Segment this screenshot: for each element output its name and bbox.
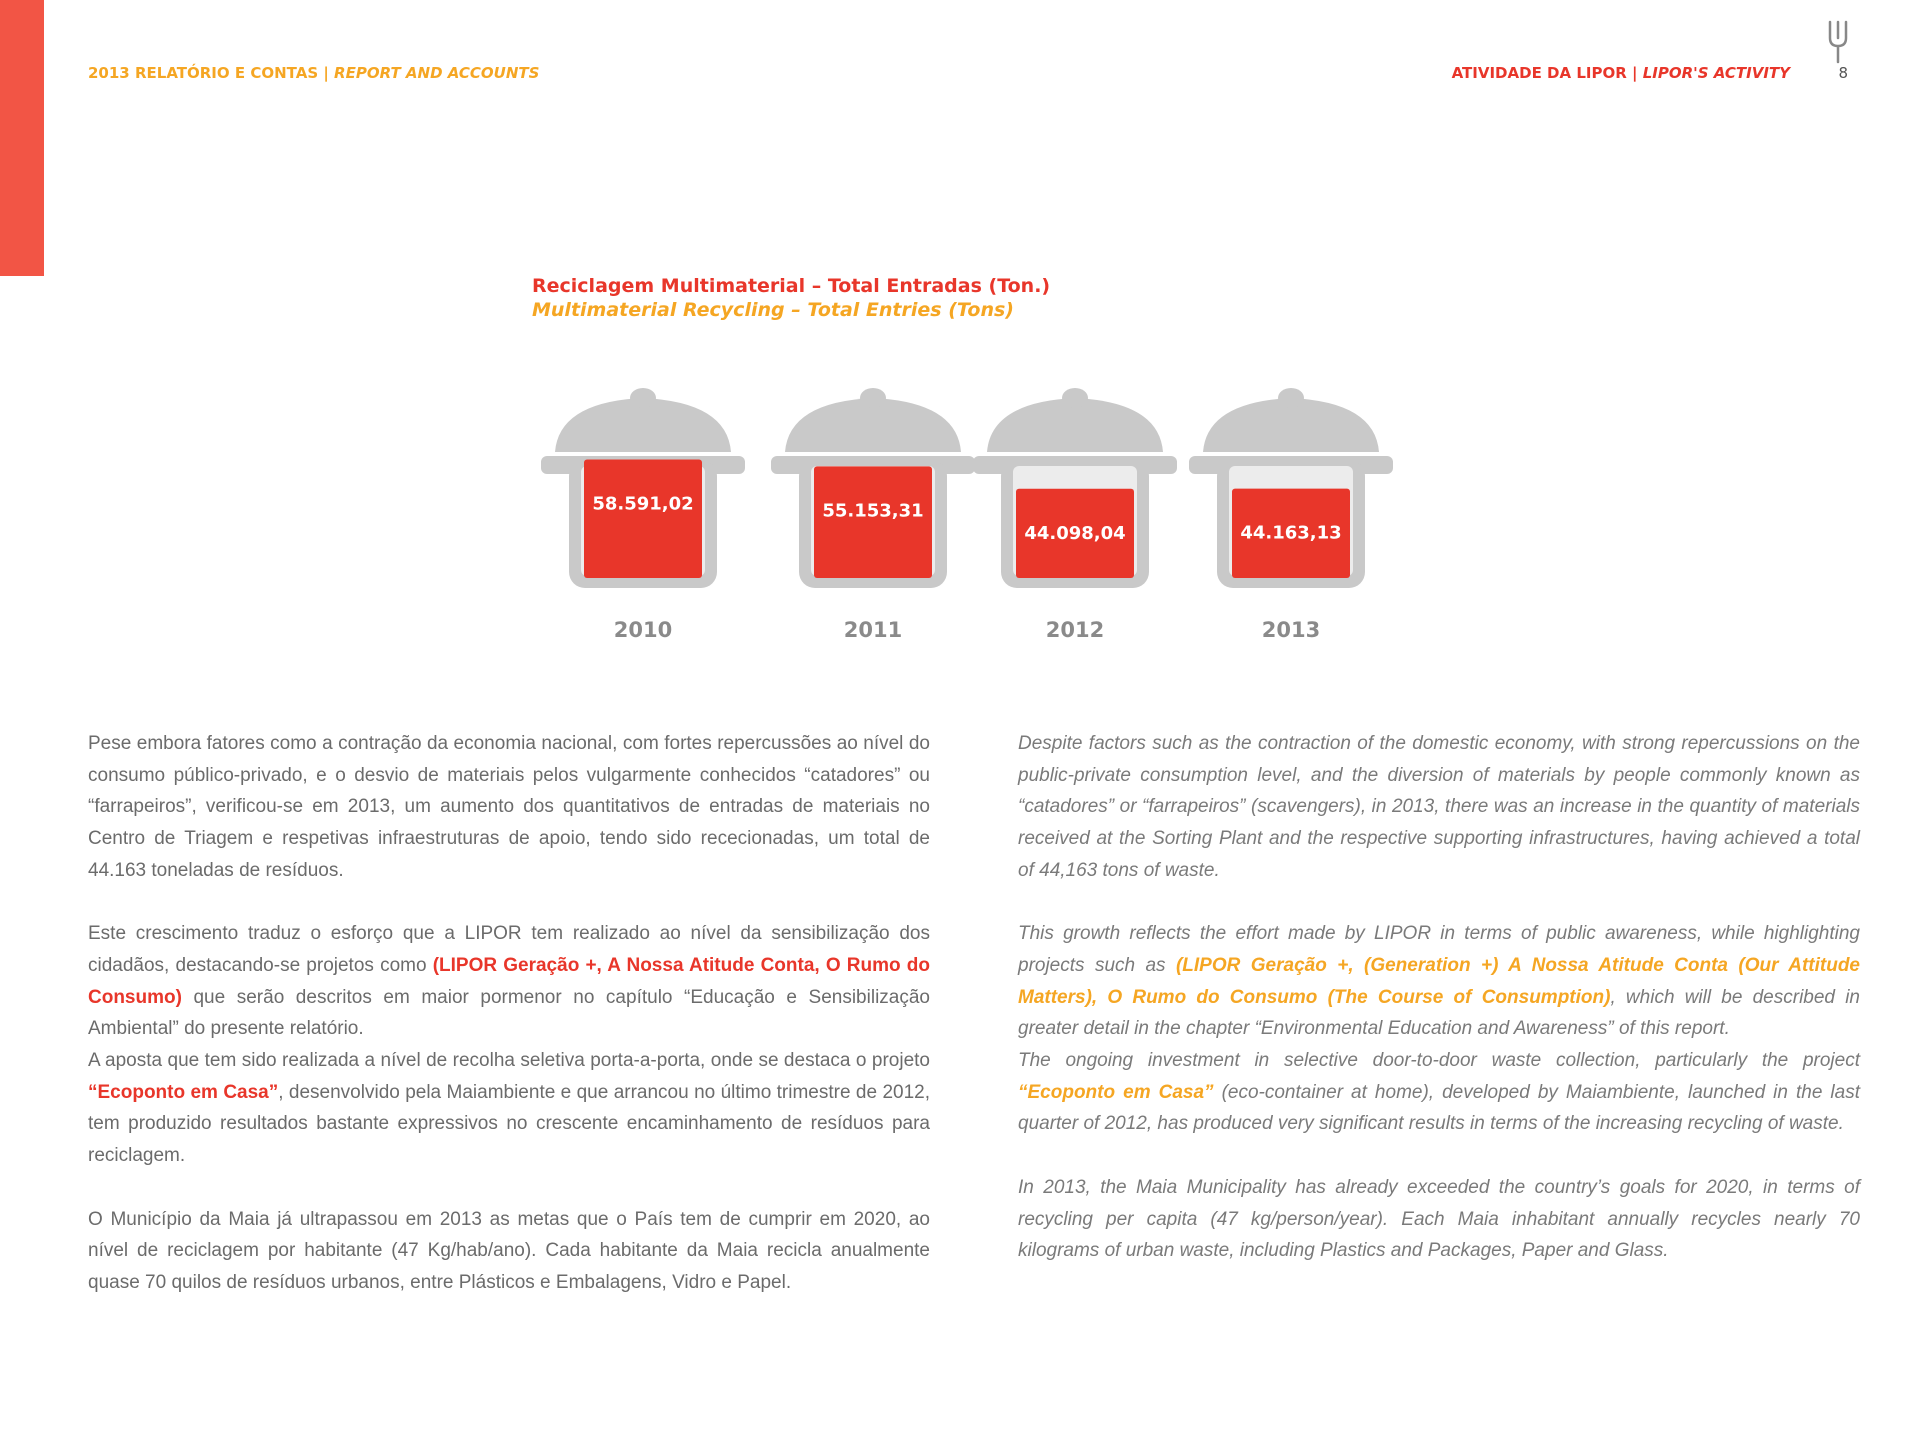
paragraph: O Município da Maia já ultrapassou em 2013 as metas que o País tem de cumprir em 2020, ao nível de reciclagem por habitante (47 Kg/hab/ano). Cada habitante da Maia recicla anualmente quase 70 quilos de resíduos urbanos, entre Plásticos e Embalagens, Vidro e Papel. xyxy=(88,1208,930,1293)
paragraph: The ongoing investment in selective door-to-door waste collection, particularly the project “Ecoponto em Casa” (eco-container at home), developed by Maiambiente, launched in the last quarter of 2012, has produced very significant results in terms of the increasing recycling of waste. xyxy=(1018,1050,1860,1135)
text-column-english xyxy=(1018,728,1860,1267)
paragraph: A aposta que tem sido realizada a nível de recolha seletiva porta-a-porta, onde se destaca o projeto “Ecoponto em Casa”, desenvolvido pela Maiambiente e que arrancou no último trimestre de 2012, tem produzido resultados bastante expressivos no crescente encaminhamento de resíduos para reciclagem. xyxy=(88,1050,930,1167)
paragraph: In 2013, the Maia Municipality has already exceeded the country’s goals for 2020, in terms of recycling per capita (47 kg/person/year). Each Maia inhabitant annually recycles nearly 70 kilograms of urban waste, including Plastics and Packages, Paper and Glass. xyxy=(1018,1176,1860,1262)
text-column-portuguese xyxy=(88,728,930,1299)
paragraph: Este crescimento traduz o esforço que a LIPOR tem realizado ao nível da sensibilização dos cidadãos, destacando-se projetos como (LIPOR Geração +, A Nossa Atitude Conta, O Rumo do Consumo) que serão descritos em maior pormenor no capítulo “Educação e Sensibilização Ambiental” do presente relatório. xyxy=(88,923,930,1040)
header-section-title: ATIVIDADE DA LIPOR | LIPOR'S ACTIVITY xyxy=(1451,64,1790,82)
pot-lid-knob xyxy=(630,388,656,408)
paragraph: This growth reflects the effort made by LIPOR in terms of public awareness, while highlighting projects such as (LIPOR Geração +, (Generation +) A Nossa Atitude Conta (Our Attitude Matters), O Rumo do Consumo (The Course of Consumption), which will be described in greater detail in the chapter “Environmental Education and Awareness” of this report. xyxy=(1018,923,1860,1040)
pot-lid-knob xyxy=(1062,388,1088,408)
chart-subtitle: Multimaterial Recycling – Total Entries (Tons) xyxy=(532,299,1014,321)
page-number: 8 xyxy=(1838,64,1848,82)
chart-title: Reciclagem Multimaterial – Total Entradas (Ton.) xyxy=(532,275,1051,297)
tick-label: 2013 xyxy=(1261,618,1321,642)
tick-label: 2012 xyxy=(1045,618,1105,642)
tick-label: 2011 xyxy=(843,618,903,642)
data-label: 55.153,31 xyxy=(822,500,924,522)
pot-lid-knob xyxy=(860,388,886,408)
bar-2010 xyxy=(584,459,702,578)
paragraph: Despite factors such as the contraction of the domestic economy, with strong repercussions on the public-private consumption level, and the diversion of materials by people commonly known as “catadores” or “farrapeiros” (scavengers), in 2013, there was an increase in the quantity of materials received at the Sorting Plant and the respective supporting infrastructures, having achieved a total of 44,163 tons of waste. xyxy=(1018,733,1860,881)
data-label: 58.591,02 xyxy=(592,493,694,515)
data-label: 44.098,04 xyxy=(1024,522,1126,544)
header-report-title: 2013 RELATÓRIO E CONTAS | REPORT AND ACCOUNTS xyxy=(88,64,540,82)
pot-chart xyxy=(0,0,1920,700)
bar-2011 xyxy=(814,466,932,578)
data-label: 44.163,13 xyxy=(1240,522,1342,544)
paragraph: Pese embora fatores como a contração da economia nacional, com fortes repercussões ao nível do consumo público-privado, e o desvio de materiais pelos vulgarmente conhecidos “catadores” ou “farrapeiros”, verificou-se em 2013, um aumento dos quantitativos de entradas de materiais no Centro de Triagem e respetivas infraestruturas de apoio, tendo sido rececionadas, um total de 44.163 toneladas de resíduos. xyxy=(88,733,930,881)
tick-label: 2010 xyxy=(613,618,673,642)
pot-lid-knob xyxy=(1278,388,1304,408)
